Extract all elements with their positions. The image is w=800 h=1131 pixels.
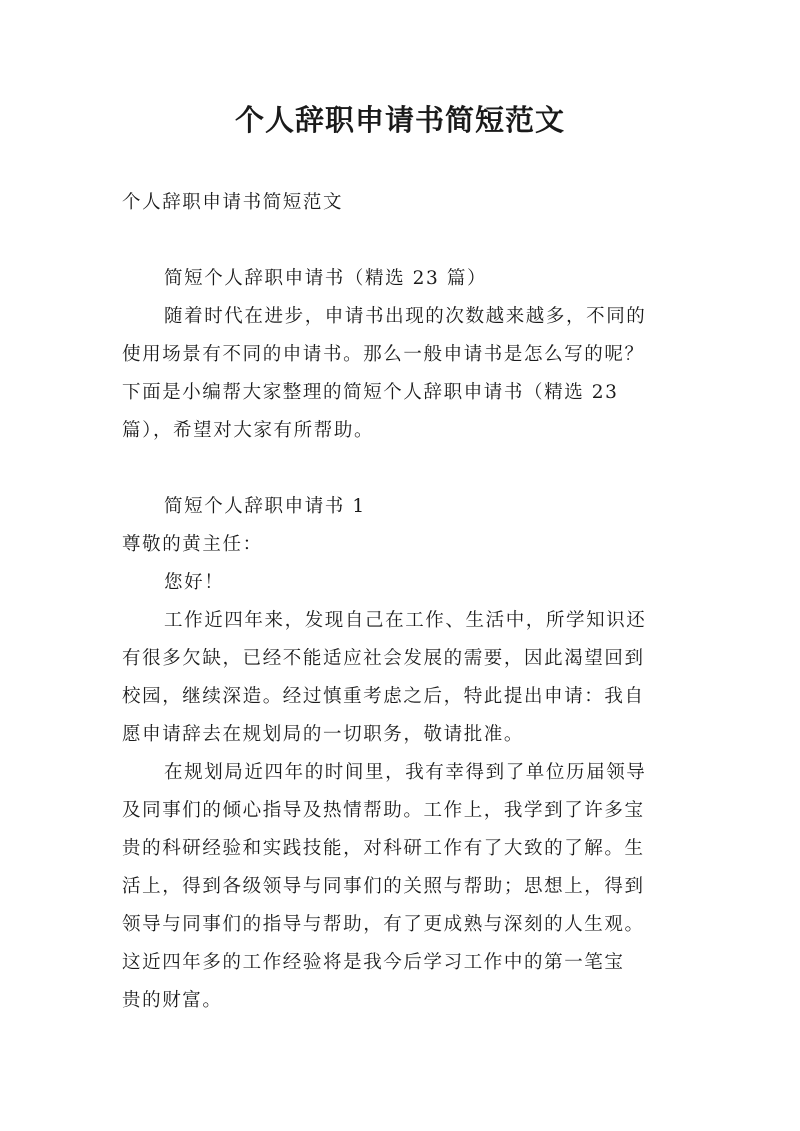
intro-heading: 简短个人辞职申请书（精选 23 篇）	[164, 268, 488, 289]
document-subtitle: 个人辞职申请书简短范文	[122, 192, 344, 213]
intro-line: 下面是小编帮大家整理的简短个人辞职申请书（精选 23	[122, 382, 619, 403]
paragraph-line: 贵的科研经验和实践技能，对科研工作有了大致的了解。生	[122, 838, 645, 859]
greeting: 您好！	[164, 572, 225, 593]
paragraph-line: 有很多欠缺，已经不能适应社会发展的需要，因此渴望回到	[122, 648, 645, 669]
paragraph-line: 活上，得到各级领导与同事们的关照与帮助；思想上，得到	[122, 876, 645, 897]
document-title: 个人辞职申请书简短范文	[234, 103, 565, 137]
intro-line: 随着时代在进步，申请书出现的次数越来越多，不同的	[164, 306, 647, 327]
paragraph-line: 在规划局近四年的时间里，我有幸得到了单位历届领导	[164, 762, 647, 783]
paragraph-line: 贵的财富。	[122, 990, 223, 1011]
paragraph-line: 校园，继续深造。经过慎重考虑之后，特此提出申请：我自	[122, 686, 645, 707]
paragraph-line: 工作近四年来，发现自己在工作、生活中，所学知识还	[164, 610, 647, 631]
paragraph-line: 愿申请辞去在规划局的一切职务，敬请批准。	[122, 724, 525, 745]
paragraph-line: 这近四年多的工作经验将是我今后学习工作中的第一笔宝	[122, 952, 625, 973]
intro-line: 篇），希望对大家有所帮助。	[122, 420, 375, 441]
intro-line: 使用场景有不同的申请书。那么一般申请书是怎么写的呢？	[122, 344, 645, 365]
paragraph-line: 领导与同事们的指导与帮助，有了更成熟与深刻的人生观。	[122, 914, 645, 935]
paragraph-line: 及同事们的倾心指导及热情帮助。工作上，我学到了许多宝	[122, 800, 645, 821]
salutation: 尊敬的黄主任：	[122, 534, 263, 555]
section-heading: 简短个人辞职申请书 1	[164, 496, 366, 517]
